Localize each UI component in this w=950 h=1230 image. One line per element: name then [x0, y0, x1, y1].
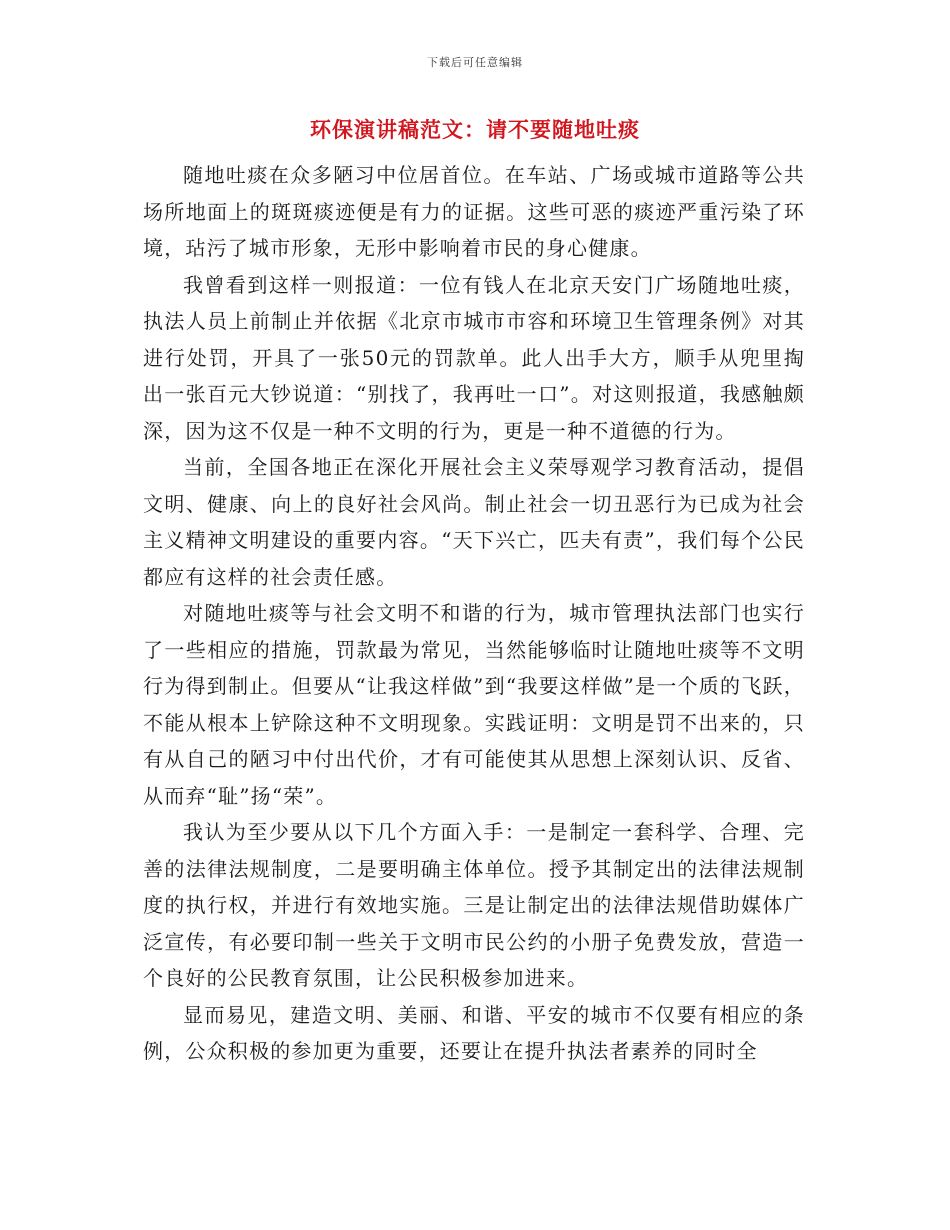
document-title: 环保演讲稿范文：请不要随地吐痰	[310, 117, 640, 142]
document-body	[143, 157, 805, 1070]
paragraph-1: 随地吐痰在众多陋习中位居首位。在车站、广场或城市道路等公共场所地面上的斑斑痰迹便是有力的证据。这些可恶的痰迹严重污染了环境，玷污了城市形象，无形中影响着市民的身心健康。	[143, 163, 805, 260]
paragraph-6: 显而易见，建造文明、美丽、和谐、平安的城市不仅要有相应的条例，公众积极的参加更为重要，还要让在提升执法者素养的同时全	[143, 1002, 805, 1063]
paragraph-4: 对随地吐痰等与社会文明不和谐的行为，城市管理执法部门也实行了一些相应的措施，罚款最为常见，当然能够临时让随地吐痰等不文明行为得到制止。但要从“让我这样做”到“我要这样做”是一个质的飞跃，不能从根本上铲除这种不文明现象。实践证明：文明是罚不出来的，只有从自己的陋习中付出代价，才有可能使其从思想上深刻认识、反省、从而弃“耻”扬“荣”。	[143, 601, 805, 808]
header-note: 下载后可任意编辑	[427, 56, 523, 69]
paragraph-5: 我认为至少要从以下几个方面入手：一是制定一套科学、合理、完善的法律法规制度，二是要明确主体单位。授予其制定出的法律法规制度的执行权，并进行有效地实施。三是让制定出的法律法规借助媒体广泛宣传，有必要印制一些关于文明市民公约的小册子免费发放，营造一个良好的公民教育氛围，让公民积极参加进来。	[143, 820, 805, 990]
paragraph-3: 当前，全国各地正在深化开展社会主义荣辱观学习教育活动，提倡文明、健康、向上的良好社会风尚。制止社会一切丑恶行为已成为社会主义精神文明建设的重要内容。“天下兴亡，匹夫有责”，我们每个公民都应有这样的社会责任感。	[143, 455, 805, 589]
paragraph-2: 我曾看到这样一则报道：一位有钱人在北京天安门广场随地吐痰，执法人员上前制止并依据《北京市城市市容和环境卫生管理条例》对其进行处罚，开具了一张50元的罚款单。此人出手大方，顺手从兜里掏出一张百元大钞说道：“别找了，我再吐一口”。对这则报道，我感触颇深，因为这不仅是一种不文明的行为，更是一种不道德的行为。	[143, 272, 805, 443]
